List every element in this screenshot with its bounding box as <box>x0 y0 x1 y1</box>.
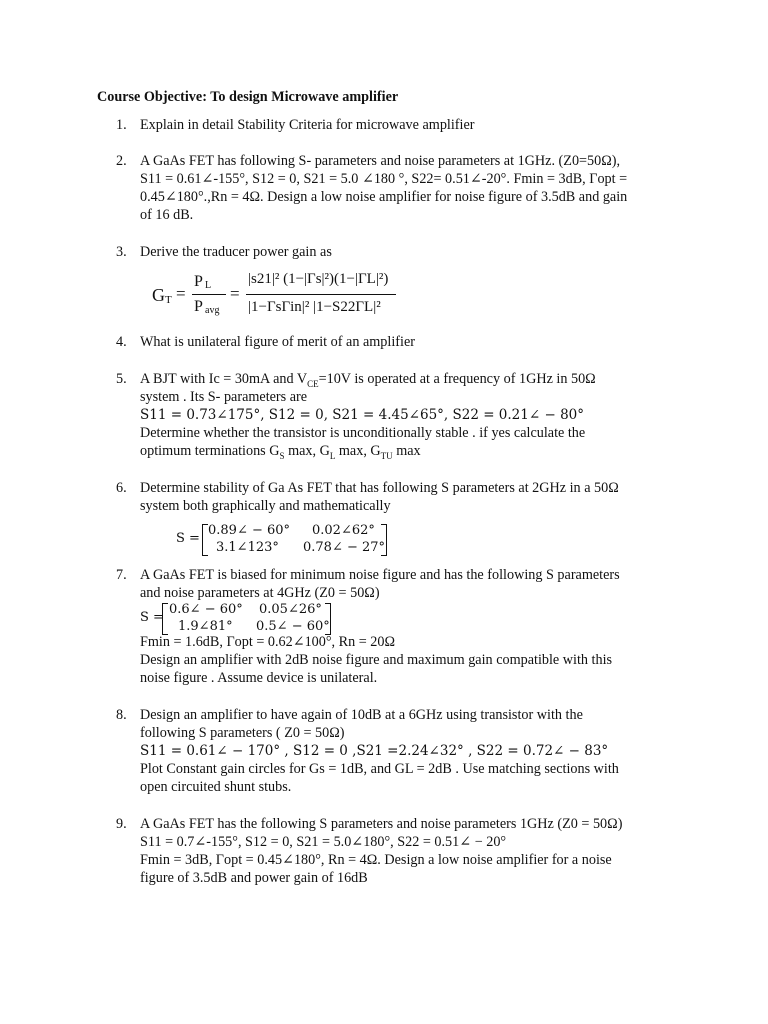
question-6-line-2: system both graphically and mathematically <box>140 498 391 514</box>
q6-matrix-cell: 0.02∠62° <box>312 523 375 538</box>
question-2-line-1: A GaAs FET has following S- parameters and noise parameters at 1GHz. (Z0=50Ω), <box>140 153 621 169</box>
question-8-line-2: following S parameters ( Z0 = 50Ω) <box>140 725 345 741</box>
question-6-number: 6. <box>116 480 127 496</box>
formula-pl-sub: L <box>205 280 212 291</box>
formula-lhs: G <box>152 285 165 305</box>
question-5-number: 5. <box>116 371 127 387</box>
question-9-number: 9. <box>116 816 127 832</box>
question-9-line-3: Fmin = 3dB, Γopt = 0.45∠180°, Rn = 4Ω. Design a low noise amplifier for a noise <box>140 852 612 868</box>
question-9-line-4: figure of 3.5dB and power gain of 16dB <box>140 870 368 886</box>
formula-numerator: |s21|² (1−|Γs|²)(1−|ΓL|²) <box>248 271 389 287</box>
question-8-line-4: Plot Constant gain circles for Gs = 1dB, and GL = 2dB . Use matching sections with <box>140 761 619 777</box>
formula-pavg: P <box>194 298 203 315</box>
question-2-line-2: S11 = 0.61∠-155°, S12 = 0, S21 = 5.0 ∠180 °, S22= 0.51∠-20°. Fmin = 3dB, Γopt = <box>140 171 628 187</box>
q7-matrix-cell: 0.05∠26° <box>259 602 322 617</box>
q6-matrix-cell: 0.89∠ − 60° <box>208 523 291 538</box>
question-1-text: Explain in detail Stability Criteria for microwave amplifier <box>140 117 475 133</box>
formula-fraction-bar-1 <box>192 294 226 295</box>
q7-matrix-cell: 0.5∠ − 60° <box>256 619 330 634</box>
formula-pl: P <box>194 273 203 290</box>
q6-matrix-cell: 0.78∠ − 27° <box>303 540 386 555</box>
formula-lhs-sub: T <box>165 294 172 306</box>
question-4-number: 4. <box>116 334 127 350</box>
question-6-line-1: Determine stability of Ga As FET that has following S parameters at 2GHz in a 50Ω <box>140 480 619 496</box>
formula-denominator: |1−ΓsΓin|² |1−S22ΓL|² <box>248 299 381 315</box>
question-9-line-2: S11 = 0.7∠-155°, S12 = 0, S21 = 5.0∠180°, S22 = 0.51∠ − 20° <box>140 834 507 850</box>
q7-matrix-cell: 1.9∠81° <box>178 619 233 634</box>
q6-s-matrix <box>176 523 396 557</box>
question-5-line-3: S11 = 0.73∠175°, S12 = 0, S21 = 4.45∠65°, S22 = 0.21∠ − 80° <box>140 407 584 423</box>
question-5-line-4: Determine whether the transistor is unconditionally stable . if yes calculate the <box>140 425 586 441</box>
question-7-line-4: Design an amplifier with 2dB noise figure and maximum gain compatible with this <box>140 652 613 668</box>
question-3-text: Derive the traducer power gain as <box>140 244 332 260</box>
q7-matrix-right-bracket <box>325 603 331 635</box>
question-5-line-1: A BJT with Ic = 30mA and $V_{CE}=10V$ is operated at a frequency of 1GHz in 50Ω <box>140 371 596 389</box>
question-3-number: 3. <box>116 244 127 260</box>
question-5-line-2: system . Its S- parameters are <box>140 389 308 405</box>
question-7-number: 7. <box>116 567 127 583</box>
q6-matrix-cell: 3.1∠123° <box>216 540 279 555</box>
question-1-number: 1. <box>116 117 127 133</box>
formula-equals-1: = <box>176 284 186 303</box>
question-7-line-2: and noise parameters at 4GHz (Z0 = 50Ω) <box>140 585 380 601</box>
q6-matrix-label: S = <box>176 531 200 546</box>
formula-fraction-bar-2 <box>246 294 396 295</box>
question-4-text: What is unilateral figure of merit of an amplifier <box>140 334 415 350</box>
question-2-line-4: of 16 dB. <box>140 207 194 223</box>
question-7-line-5: noise figure . Assume device is unilateral. <box>140 670 378 686</box>
q7-matrix-label: S = <box>140 610 164 625</box>
question-8-number: 8. <box>116 707 127 723</box>
question-8-line-3: S11 = 0.61∠ − 170° , S12 = 0 ,S21 =2.24∠32° , S22 = 0.72∠ − 83° <box>140 743 609 759</box>
question-8-line-5: open circuited shunt stubs. <box>140 779 292 795</box>
transducer-gain-formula <box>152 268 412 328</box>
question-7-line-1: A GaAs FET is biased for minimum noise figure and has the following S parameters <box>140 567 620 583</box>
q6-matrix-right-bracket <box>381 524 387 556</box>
question-2-line-3: 0.45∠180°.,Rn = 4Ω. Design a low noise amplifier for noise figure of 3.5dB and gain <box>140 189 628 205</box>
question-8-line-1: Design an amplifier to have again of 10dB at a 6GHz using transistor with the <box>140 707 583 723</box>
formula-pavg-sub: avg <box>205 305 220 316</box>
q7-matrix-left-bracket <box>162 603 168 635</box>
question-2-number: 2. <box>116 153 127 169</box>
question-5-line-5: optimum terminations $G_S$ max, $G_L$ max, $G_{TU}$ max <box>140 443 421 461</box>
question-9-line-1: A GaAs FET has the following S parameters and noise parameters 1GHz (Z0 = 50Ω) <box>140 816 623 832</box>
question-7-line-3: Fmin = 1.6dB, Γopt = 0.62∠100°, Rn = 20Ω <box>140 634 396 650</box>
q7-s-matrix <box>140 602 340 636</box>
course-objective-heading: Course Objective: To design Microwave amplifier <box>97 89 399 105</box>
formula-equals-2: = <box>230 284 240 303</box>
q7-matrix-cell: 0.6∠ − 60° <box>169 602 243 617</box>
